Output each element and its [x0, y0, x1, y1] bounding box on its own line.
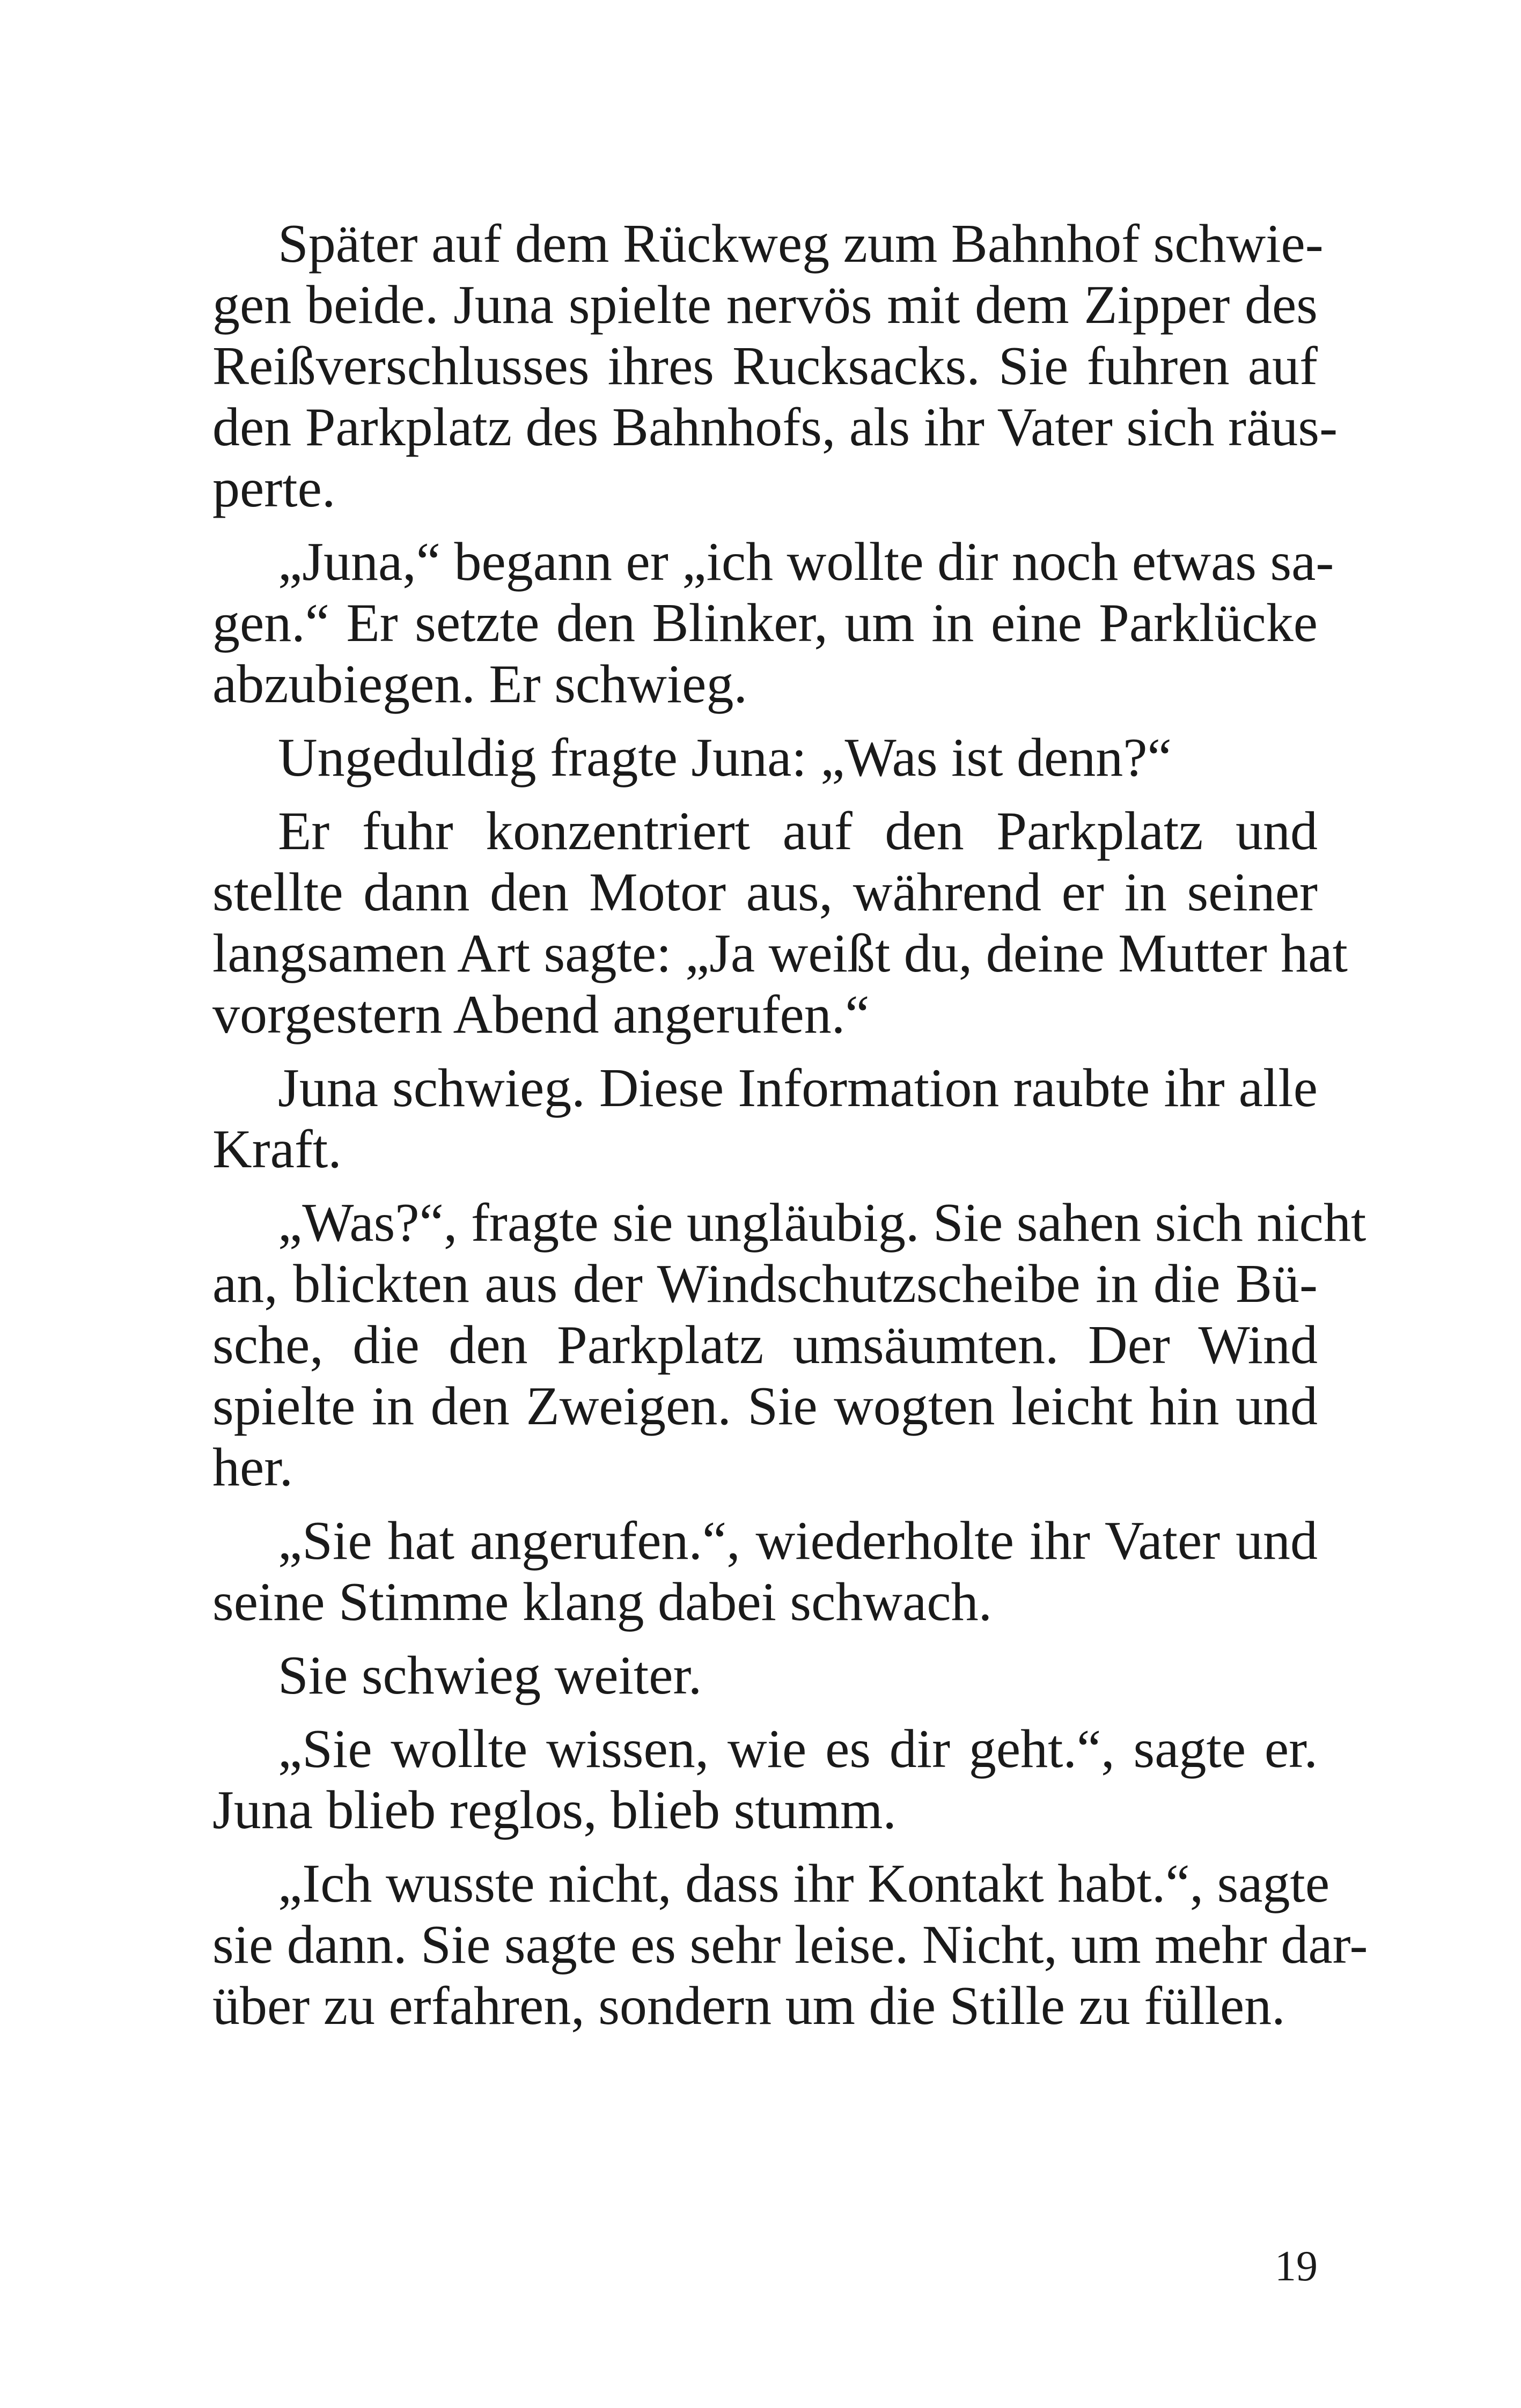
text-line: Juna schwieg. Diese Information raubte ihr alle: [278, 1058, 1318, 1118]
text-line: her.: [212, 1437, 293, 1498]
text-line: gen beide. Juna spielte nervös mit dem Zipper des: [212, 275, 1318, 335]
paragraph-5: [212, 1058, 1318, 1180]
text-line: Ungeduldig fragte Juna: „Was ist denn?“: [278, 727, 1172, 788]
paragraph-3: [212, 727, 1318, 789]
page-number: 19: [1275, 2243, 1318, 2290]
paragraph-7: [212, 1511, 1318, 1633]
text-line: Reißverschlusses ihres Rucksacks. Sie fuhren auf: [212, 336, 1318, 396]
paragraph-2: [212, 532, 1334, 715]
text-line: seine Stimme klang dabei schwach.: [212, 1572, 993, 1632]
text-line: Sie schwieg weiter.: [278, 1645, 702, 1706]
text-line: an, blickten aus der Windschutzscheibe in die Bü-: [212, 1254, 1318, 1314]
text-line: „Juna,“ begann er „ich wollte dir noch etwas sa-: [278, 532, 1334, 592]
text-line: über zu erfahren, sondern um die Stille zu füllen.: [212, 1976, 1285, 2036]
paragraph-6: [212, 1192, 1366, 1498]
text-line: gen.“ Er setzte den Blinker, um in eine Parklücke: [212, 593, 1318, 653]
text-line: „Sie hat angerufen.“, wiederholte ihr Vater und: [278, 1511, 1318, 1571]
text-line: sie dann. Sie sagte es sehr leise. Nicht, um mehr dar-: [212, 1914, 1368, 1975]
text-line: sche, die den Parkplatz umsäumten. Der Wind: [212, 1315, 1318, 1375]
text-line: stellte dann den Motor aus, während er in seiner: [212, 862, 1318, 923]
text-line: abzubiegen. Er schwieg.: [212, 654, 747, 715]
paragraph-10: [212, 1853, 1368, 2037]
paragraph-8: [212, 1645, 1318, 1706]
text-line: spielte in den Zweigen. Sie wogten leicht hin und: [212, 1376, 1318, 1437]
text-line: Später auf dem Rückweg zum Bahnhof schwie-: [278, 213, 1324, 274]
text-line: perte.: [212, 458, 336, 519]
paragraph-4: [212, 801, 1348, 1045]
text-line: „Was?“, fragte sie ungläubig. Sie sahen sich nicht: [278, 1192, 1366, 1253]
text-line: Juna blieb reglos, blieb stumm.: [212, 1780, 897, 1840]
body-text: [212, 213, 1368, 2049]
text-line: „Ich wusste nicht, dass ihr Kontakt habt.“, sagte: [278, 1853, 1330, 1914]
paragraph-1: [212, 213, 1338, 519]
text-line: Er fuhr konzentriert auf den Parkplatz und: [278, 801, 1318, 861]
text-line: den Parkplatz des Bahnhofs, als ihr Vater sich räus-: [212, 397, 1338, 458]
text-line: vorgestern Abend angerufen.“: [212, 984, 870, 1045]
text-line: Kraft.: [212, 1119, 342, 1180]
text-line: langsamen Art sagte: „Ja weißt du, deine Mutter hat: [212, 923, 1348, 984]
paragraph-9: [212, 1719, 1318, 1841]
text-line: „Sie wollte wissen, wie es dir geht.“, sagte er.: [278, 1719, 1318, 1779]
